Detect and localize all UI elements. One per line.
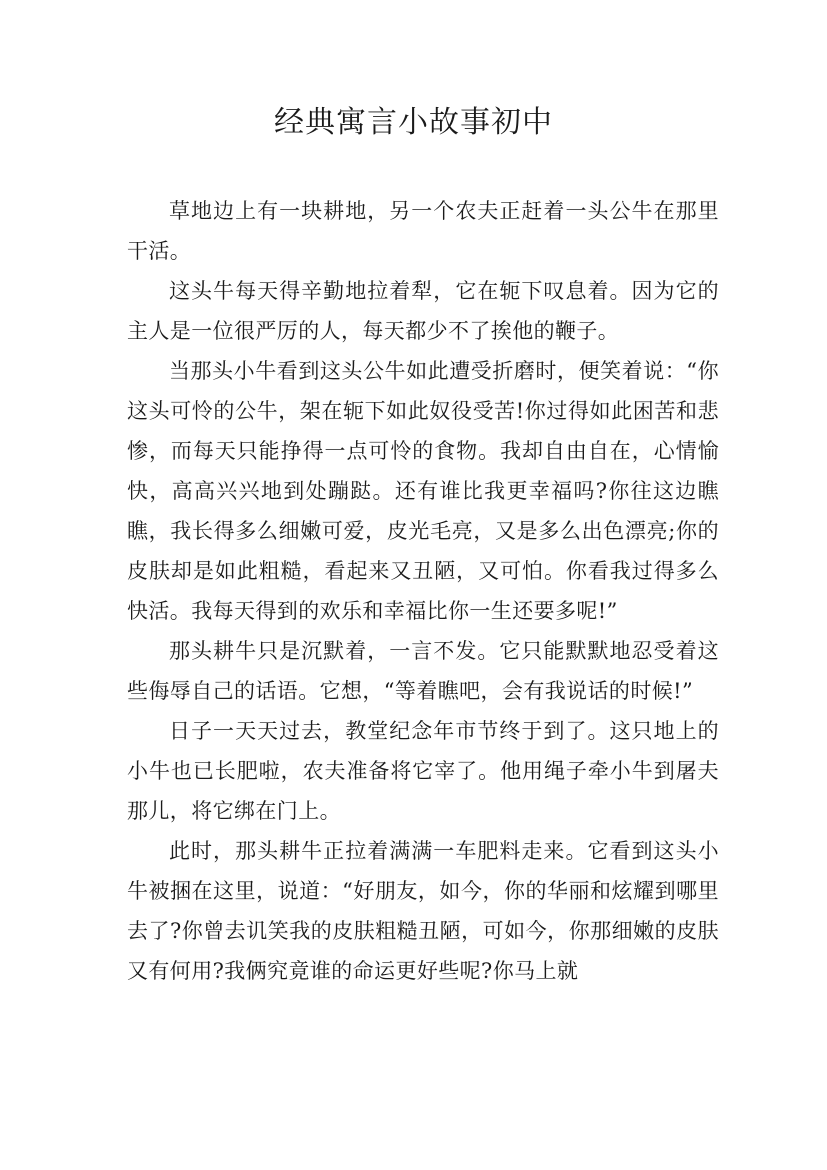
paragraph: 当那头小牛看到这头公牛如此遭受折磨时，便笑着说：“你这头可怜的公牛，架在轭下如此奴役受苦!你过得如此困苦和悲惨，而每天只能挣得一点可怜的食物。我却自由自在，心情愉快，高高兴兴地到处蹦跶。还有谁比我更幸福吗?你往这边瞧瞧，我长得多么细嫩可爱，皮光毛亮，又是多么出色漂亮;你的皮肤却是如此粗糙，看起来又丑陋，又可怕。你看我过得多么快活。我每天得到的欢乐和幸福比你一生还要多呢!” bbox=[127, 359, 719, 623]
document-title: 经典寓言小故事初中 bbox=[274, 105, 553, 140]
paragraph: 草地边上有一块耕地，另一个农夫正赶着一头公牛在那里干活。 bbox=[127, 199, 719, 263]
paragraph: 此时，那头耕牛正拉着满满一车肥料走来。它看到这头小牛被捆在这里，说道：“好朋友，如今，你的华丽和炫耀到哪里去了?你曾去讥笑我的皮肤粗糙丑陋，可如今，你那细嫩的皮肤又有何用?我俩究竟谁的命运更好些呢?你马上就 bbox=[127, 839, 719, 983]
document-body bbox=[127, 191, 719, 991]
paragraph: 这头牛每天得辛勤地拉着犁，它在轭下叹息着。因为它的主人是一位很严厉的人，每天都少不了挨他的鞭子。 bbox=[127, 279, 719, 343]
paragraph: 那头耕牛只是沉默着，一言不发。它只能默默地忍受着这些侮辱自己的话语。它想，“等着瞧吧，会有我说话的时候!” bbox=[127, 639, 719, 703]
paragraph: 日子一天天过去，教堂纪念年市节终于到了。这只地上的小牛也已长肥啦，农夫准备将它宰了。他用绳子牵小牛到屠夫那儿，将它绑在门上。 bbox=[127, 719, 719, 823]
